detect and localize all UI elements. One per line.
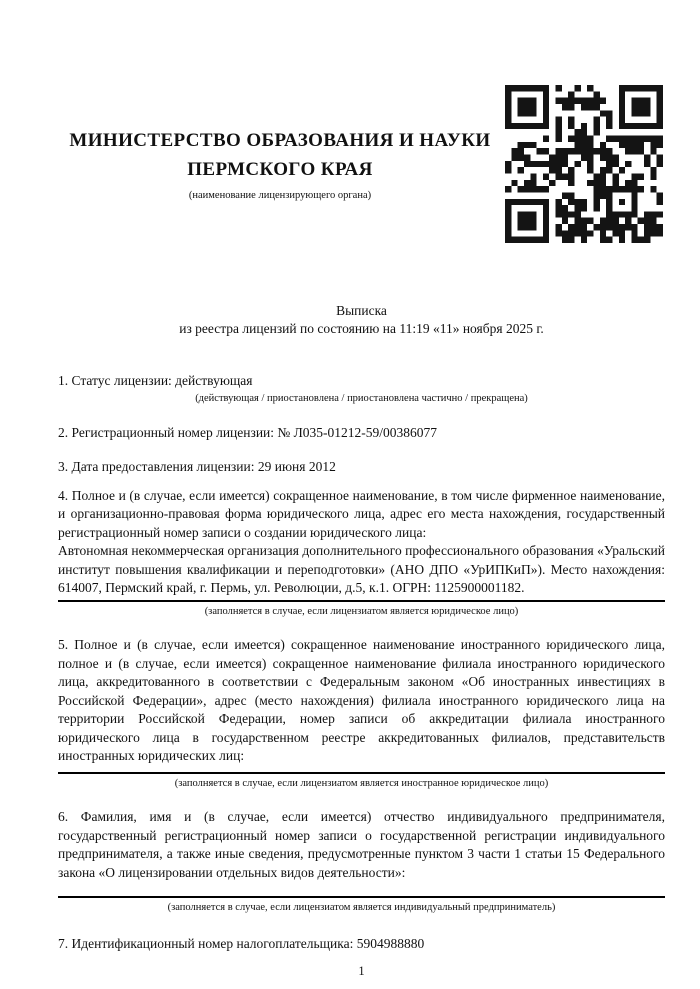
document-content [58,0,665,981]
issuing-authority-caption: (наименование лицензирующего органа) [188,190,372,201]
item-individual-entrepreneur [58,808,665,915]
item-registration-number [58,424,665,442]
page-number: 1 [358,964,365,979]
document-title-line1: Выписка [336,303,387,318]
item-license-date [58,458,665,476]
individual-entrepreneur-label: 6. Фамилия, имя и (в случае, если имеется) отчество индивидуального предпринимателя, государственный регистрационный номер записи о государственной регистрации индивидуального предпринимателя, а также иные сведения, предусмотренные пунктом 3 части 1 статьи 15 Федерального закона «О лицензировании отдельных видов деятельности»: [58,809,665,880]
license-status-text: 1. Статус лицензии: действующая [58,372,253,388]
issuing-authority-header [60,126,500,202]
license-status-note: (действующая / приостановлена / приостановлена частично / прекращена) [195,393,528,405]
item-taxpayer-number [58,935,665,953]
item-foreign-entity [58,636,665,791]
registration-number-text: 2. Регистрационный номер лицензии: № Л035-01212-59/00386077 [58,425,438,441]
legal-entity-rule [58,600,665,619]
foreign-entity-note: (заполняется в случае, если лицензиатом является иностранное юридическое лицо) [174,778,549,790]
ministry-name-line1: МИНИСТЕРСТВО ОБРАЗОВАНИЯ И НАУКИ [69,130,491,151]
individual-entrepreneur-rule [58,896,665,915]
document-top-area [58,0,665,302]
legal-entity-note: (заполняется в случае, если лицензиатом является юридическое лицо) [204,606,519,618]
document-title [58,302,665,339]
legal-entity-value: Автономная некоммерческая организация дополнительного профессионального образования «Уральский институт повышения квалификации и переподготовки» (АНО ДПО «УрИПКиП»). Место нахождения: 614007, Пермский край, г. Пермь, ул. Революции, д.5, к.1. ОГРН: 1125900001182. [58,543,665,596]
document-title-line2: из реестра лицензий по состоянию на 11:19 «11» ноября 2025 г. [179,321,544,337]
item-license-status [58,372,665,406]
taxpayer-number-text: 7. Идентификационный номер налогоплательщика: 5904988880 [58,935,425,951]
ministry-name-line2: ПЕРМСКОГО КРАЯ [187,159,373,180]
individual-entrepreneur-note: (заполняется в случае, если лицензиатом является индивидуальный предприниматель) [167,901,556,913]
qr-code-icon [505,85,663,243]
legal-entity-label: 4. Полное и (в случае, если имеется) сокращенное наименование, в том числе фирменное наименование, и организационно-правовая форма юридического лица, адрес его места нахождения, государственный регистрационный номер записи о создании юридического лица: [58,488,665,540]
foreign-entity-rule [58,772,665,791]
license-date-text: 3. Дата предоставления лицензии: 29 июня 2012 [58,458,336,474]
foreign-entity-label: 5. Полное и (в случае, если имеется) сокращенное наименование иностранного юридического лица, полное и (в случае, если имеется) сокращенное наименование филиала иностранного юридического лица, аккредитованного в соответствии с Федеральным законом «Об иностранных инвестициях в Российской Федерации», адрес (место нахождения) филиала иностранного юридического лица на территории Российской Федерации, номер записи об аккредитации филиала иностранного юридического лица в государственном реестре аккредитованных филиалов, представительств иностранных юридических лиц: [58,637,665,763]
item-legal-entity [58,487,665,619]
